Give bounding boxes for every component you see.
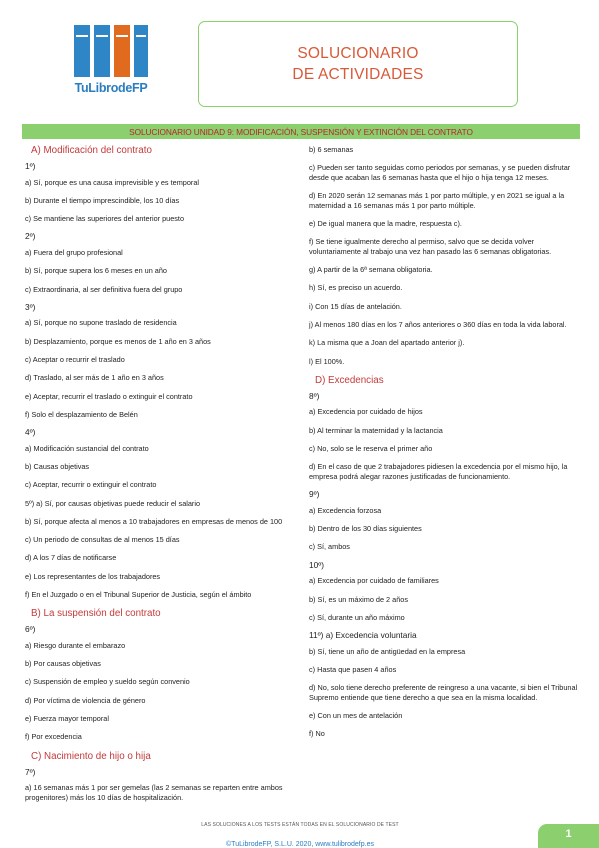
question-number: 6º)	[25, 624, 36, 635]
question-number: 8º)	[309, 390, 320, 401]
section-heading: B) La suspensión del contrato	[31, 608, 161, 620]
title-box	[198, 21, 518, 107]
section-heading: A) Modificación del contrato	[31, 145, 152, 156]
answer-line: c) Pueden ser tanto seguidas como periodos por semanas, y se pueden disfrutar desde que acaban las 6 semanas hasta que el hijo o hija tenga 12 meses.	[309, 163, 571, 182]
answer-line: c) Aceptar o recurrir el traslado	[25, 355, 125, 365]
copyright: ©TuLibrodeFP, S.L.U. 2020, www.tulibrodefp.es	[226, 841, 374, 848]
answer-line: c) Aceptar, recurrir o extinguir el contrato	[25, 480, 157, 490]
answer-line: c) Sí, ambos	[309, 542, 350, 552]
answer-line: a) Sí, porque no supone traslado de residencia	[25, 318, 177, 328]
answer-line: b) Desplazamiento, porque es menos de 1 año en 3 años	[25, 336, 211, 346]
title-line-1: SOLUCIONARIO	[297, 45, 419, 62]
answer-line: d) No, solo tiene derecho preferente de reingreso a una vacante, si bien el Tribunal Supremo entiende que tiene derecho a que sea en la misma localidad.	[309, 683, 578, 702]
answer-line: c) Suspensión de empleo y sueldo según convenio	[25, 677, 190, 687]
books-icon	[62, 21, 160, 81]
answer-line: a) Excedencia forzosa	[309, 505, 382, 515]
answer-line: e) Fuerza mayor temporal	[25, 714, 109, 723]
answer-line: l) El 100%.	[309, 356, 345, 366]
answer-line: a) Riesgo durante el embarazo	[25, 640, 126, 650]
answer-line: j) Al menos 180 días en los 7 años anteriores o 360 días en toda la vida laboral.	[309, 320, 567, 330]
answer-line: h) Sí, es preciso un acuerdo.	[309, 283, 403, 293]
answer-line: b) 6 semanas	[309, 145, 354, 154]
answer-line: b) Sí, es un máximo de 2 años	[309, 594, 408, 604]
answer-line: i) Con 15 días de antelación.	[309, 301, 402, 311]
left-column	[25, 145, 300, 811]
answer-line: c) Sí, durante un año máximo	[309, 612, 405, 622]
answer-line: a) Sí, porque es una causa imprevisible y es temporal	[25, 177, 199, 187]
answer-line: b) Por causas objetivas	[25, 659, 101, 669]
answer-line: b) Sí, porque supera los 6 meses en un año	[25, 266, 167, 276]
answer-line: d) Por víctima de violencia de género	[25, 695, 146, 705]
answer-line: b) Sí, porque afecta al menos a 10 trabajadores en empresas de menos de 100	[25, 516, 283, 526]
answer-line: a) Excedencia por cuidado de familiares	[309, 576, 439, 586]
section-heading: D) Excedencias	[315, 374, 384, 386]
answer-line: d) A los 7 días de notificarse	[25, 553, 117, 563]
answer-line: k) La misma que a Joan del apartado anterior j).	[309, 338, 465, 348]
answer-line: d) Traslado, al ser más de 1 año en 3 años	[25, 373, 164, 383]
logo	[62, 21, 160, 103]
answer-line: f) No	[309, 729, 325, 739]
answer-line: f) Por excedencia	[25, 732, 82, 742]
answer-line: f) En el Juzgado o en el Tribunal Superior de Justicia, según el ámbito	[25, 590, 252, 599]
footnote: LAS SOLUCIONES A LOS TESTS ESTÁN TODAS EN EL SOLUCIONARIO DE TEST	[201, 822, 399, 828]
question-number: 2º)	[25, 231, 36, 242]
question-number: 7º)	[25, 766, 36, 777]
answer-line: f) Se tiene igualmente derecho al permiso, salvo que se decida volver voluntariamente al trabajo una vez han pasado las 6 semanas obligatorias.	[309, 237, 552, 256]
answer-line: a) Excedencia por cuidado de hijos	[309, 407, 423, 417]
answer-line: d) En el caso de que 2 trabajadores pidiesen la excedencia por el mismo hijo, la empresa podrá alegar razones justificadas de funcionamiento.	[309, 462, 568, 481]
answer-line: d) En 2020 serán 12 semanas más 1 por parto múltiple, y en 2021 se igual a la maternidad a 16 semanas más 1 por parto múltiple.	[309, 191, 565, 210]
answer-line: g) A partir de la 6ª semana obligatoria.	[309, 265, 433, 275]
question-number: 3º)	[25, 301, 36, 312]
answer-line: b) Durante el tiempo imprescindible, los 10 días	[25, 195, 180, 205]
answer-line: b) Dentro de los 30 días siguientes	[309, 524, 422, 534]
answer-line: a) Modificación sustancial del contrato	[25, 443, 149, 453]
unit-banner: SOLUCIONARIO UNIDAD 9: MODIFICACIÓN, SUSPENSIÓN Y EXTINCIÓN DEL CONTRATO	[22, 124, 580, 139]
answer-line: e) Con un mes de antelación	[309, 711, 403, 721]
right-column	[309, 145, 579, 748]
page-number: 1	[538, 824, 599, 848]
answer-line: b) Al terminar la maternidad y la lactancia	[309, 425, 443, 435]
answer-line: e) Aceptar, recurrir el traslado o extinguir el contrato	[25, 391, 193, 401]
answer-line: b) Sí, tiene un año de antigüedad en la empresa	[309, 646, 466, 656]
answer-line: 5º) a) Sí, por causas objetivas puede reducir el salario	[25, 498, 201, 508]
title-line-2: DE ACTIVIDADES	[292, 66, 424, 83]
answer-line: e) Los representantes de los trabajadores	[25, 571, 161, 581]
answer-line: f) Solo el desplazamiento de Belén	[25, 409, 138, 419]
answer-line: c) Se mantiene las superiores del anterior puesto	[25, 214, 184, 224]
answer-line: a) Fuera del grupo profesional	[25, 248, 123, 258]
answer-line: c) Hasta que pasen 4 años	[309, 664, 397, 674]
answer-line: a) 16 semanas más 1 por ser gemelas (las 2 semanas se reparten entre ambos progenitores) más los 10 días de hospitalización.	[25, 783, 283, 802]
question-number: 1º)	[25, 161, 36, 171]
question-number: 10º)	[309, 559, 325, 570]
answer-line: e) De igual manera que la madre, respuesta c).	[309, 219, 462, 229]
answer-line: c) No, solo se le reserva el primer año	[309, 444, 433, 454]
question-number: 9º)	[309, 489, 320, 500]
question-number: 4º)	[25, 427, 36, 438]
answer-line: b) Causas objetivas	[25, 462, 90, 472]
answer-line: c) Extraordinaria, al ser definitiva fuera del grupo	[25, 284, 183, 294]
question-number: 11º) a) Excedencia voluntaria	[309, 630, 417, 641]
answer-line: c) Un periodo de consultas de al menos 15 días	[25, 535, 180, 545]
logo-text: TuLibrodeFP	[74, 81, 148, 95]
section-heading: C) Nacimiento de hijo o hija	[31, 750, 151, 762]
